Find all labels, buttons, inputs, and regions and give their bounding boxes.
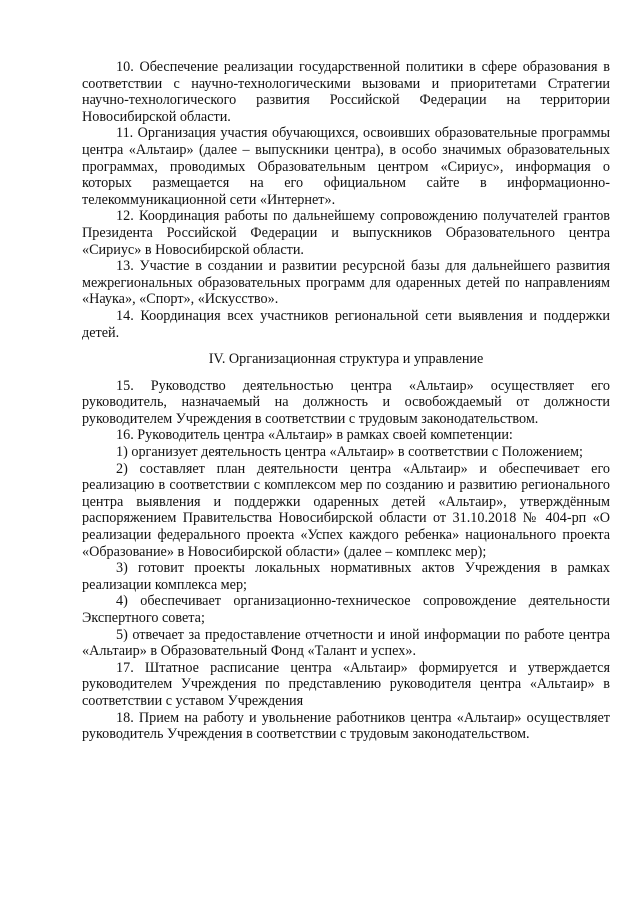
list-item-4: 4) обеспечивает организационно-техническое сопровождение деятельности Экспертного совета; — [82, 593, 610, 626]
paragraph-14: 14. Координация всех участников региональной сети выявления и поддержки детей. — [82, 307, 610, 341]
paragraph-15: 15. Руководство деятельностью центра «Альтаир» осуществляет его руководитель, назначаемый на должность и освобождаемый от должности руководителем Учреждения в соответствии с трудовым законодательством. — [82, 377, 610, 427]
section-heading: IV. Организационная структура и управление — [208, 351, 484, 368]
document-body — [82, 59, 610, 743]
paragraph-13: 13. Участие в создании и развитии ресурсной базы для дальнейшего развития межрегиональных образовательных программ для одаренных детей по направлениям «Наука», «Спорт», «Искусство». — [82, 258, 610, 308]
list-item-5: 5) отвечает за предоставление отчетности и иной информации по работе центра «Альтаир» в Образовательный Фонд «Талант и успех». — [82, 626, 610, 660]
list-item-3: 3) готовит проекты локальных нормативных актов Учреждения в рамках реализации комплекса мер; — [82, 560, 610, 593]
paragraph-16: 16. Руководитель центра «Альтаир» в рамках своей компетенции: — [116, 427, 513, 444]
paragraph-17: 17. Штатное расписание центра «Альтаир» формируется и утверждается руководителем Учреждения по представлению руководителя центра «Альтаир» в соответствии с уставом Учреждения — [82, 659, 610, 709]
paragraph-11: 11. Организация участия обучающихся, освоивших образовательные программы центра «Альтаир» (далее – выпускники центра), в особо значимых образовательных программах, проводимых Образовательным центром «Сириус», информация о которых размещается на его официальном сайте в информационно-телекоммуникационной сети «Интернет». — [82, 125, 610, 208]
paragraph-12: 12. Координация работы по дальнейшему сопровождению получателей грантов Президента Российской Федерации и выпускников Образовательного центра «Сириус» в Новосибирской области. — [82, 208, 610, 258]
paragraph-10: 10. Обеспечение реализации государственной политики в сфере образования в соответствии с научно-технологическими вызовами и приоритетами Стратегии научно-технологического развития Российской Федерации на территории Новосибирской области. — [82, 59, 610, 125]
list-item-2: 2) составляет план деятельности центра «Альтаир» и обеспечивает его реализацию в соответствии с комплексом мер по созданию и развитию регионального центра выявления и поддержки одаренных детей «Альтаир», утверждённым распоряжением Правительства Новосибирской области от 31.10.2018 № 404-рп «О реализации федерального проекта «Успех каждого ребенка» национального проекта «Образование» в Новосибирской области» (далее – комплекс мер); — [82, 460, 610, 560]
list-item-1: 1) организует деятельность центра «Альтаир» в соответствии с Положением; — [116, 444, 583, 461]
paragraph-18: 18. Прием на работу и увольнение работников центра «Альтаир» осуществляет руководитель Учреждения в соответствии с трудовым законодательством. — [82, 709, 610, 743]
